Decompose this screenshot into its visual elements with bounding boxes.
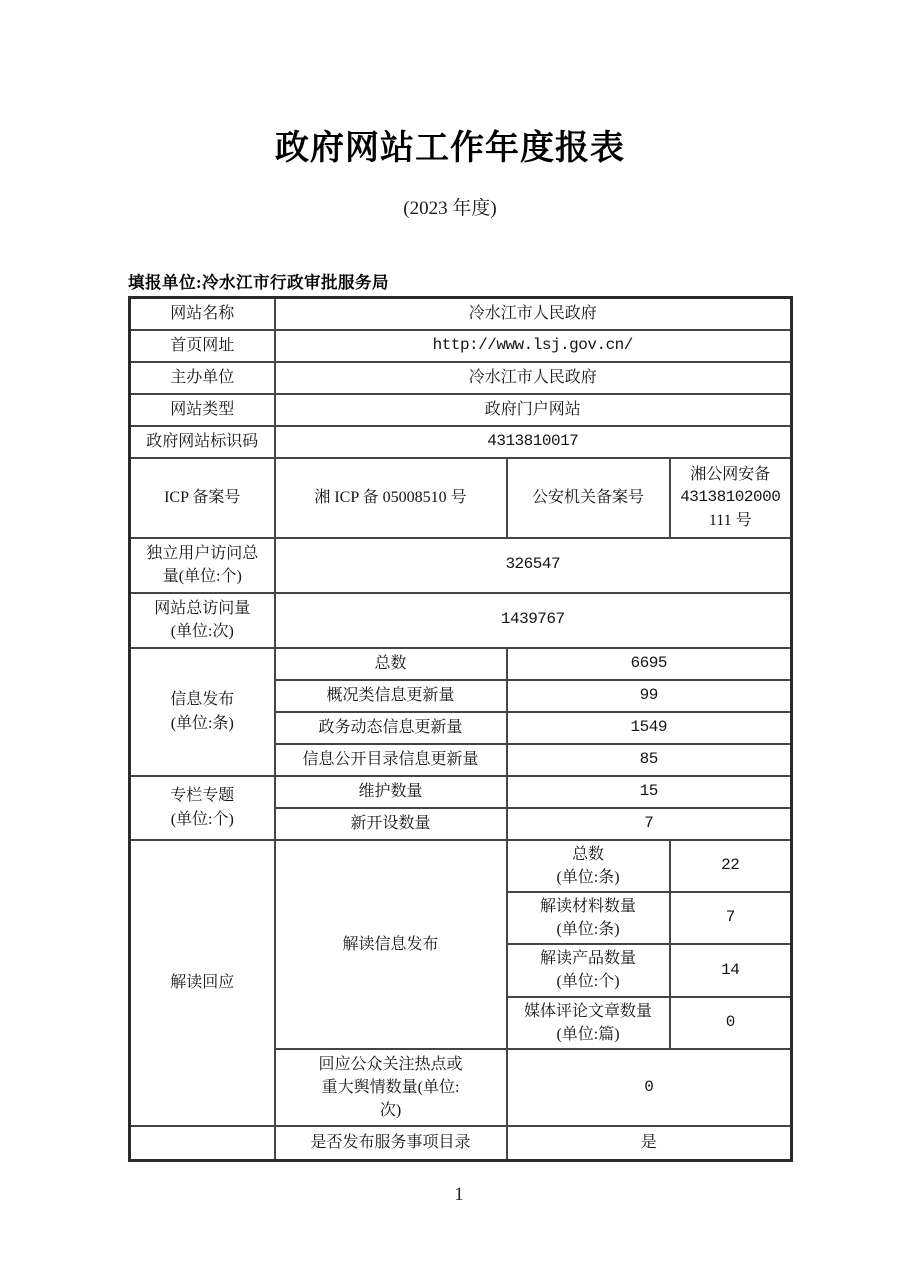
table-row [130, 840, 792, 892]
label-line: (单位:个) [170, 810, 234, 828]
label-line: 独立用户访问总 [146, 544, 259, 562]
site-type-value: 政府门户网站 [275, 394, 792, 426]
hotspot-response-value: 0 [507, 1049, 792, 1126]
label-line: 回应公众关注热点或 [318, 1055, 463, 1073]
interpret-material-value: 7 [670, 892, 792, 944]
label-line: 解读产品数量 [539, 950, 636, 968]
filing-unit-line: 填报单位:冷水江市行政审批服务局 [128, 273, 389, 292]
police-record-line: 111 号 [708, 512, 752, 530]
interpret-section-label: 解读回应 [130, 840, 275, 1127]
label-line: 总数 [571, 845, 604, 863]
table-row [130, 394, 792, 426]
service-catalog-label: 是否发布服务事项目录 [275, 1126, 507, 1160]
info-total-label: 总数 [275, 648, 507, 680]
label-line: (单位:次) [170, 623, 234, 640]
directory-update-value: 85 [507, 744, 792, 776]
organizer-label: 主办单位 [130, 362, 275, 394]
table-row [130, 776, 792, 808]
table-row [130, 298, 792, 330]
label-line: 重大舆情数量(单位: [321, 1078, 460, 1096]
table-row [130, 648, 792, 680]
gov-news-update-value: 1549 [507, 712, 792, 744]
overview-update-value: 99 [507, 680, 792, 712]
label-line: 量(单位:个) [162, 568, 242, 585]
site-name-value: 冷水江市人民政府 [275, 298, 792, 330]
homepage-url: http://www.lsj.gov.cn/ [275, 330, 792, 362]
media-comment-label [507, 997, 670, 1049]
total-visits-value: 1439767 [275, 593, 792, 648]
table-row [130, 362, 792, 394]
info-total-value: 6695 [507, 648, 792, 680]
hotspot-response-label [275, 1049, 507, 1126]
label-line: 网站总访问量 [154, 599, 251, 617]
table-row [130, 426, 792, 458]
police-record-line: 43138102000 [680, 487, 781, 506]
interpret-publish-label: 解读信息发布 [275, 840, 507, 1050]
annual-report-table [128, 296, 793, 1162]
page-title: 政府网站工作年度报表 [275, 129, 625, 167]
maintained-count-label: 维护数量 [275, 776, 507, 808]
interpret-product-value: 14 [670, 944, 792, 996]
unique-visitors-label [130, 538, 275, 593]
label-line: 信息发布 [170, 691, 235, 709]
special-columns-section-label [130, 776, 275, 840]
label-line: (单位:个) [556, 973, 620, 991]
gov-news-update-label: 政务动态信息更新量 [275, 712, 507, 744]
overview-update-label: 概况类信息更新量 [275, 680, 507, 712]
homepage-label: 首页网址 [130, 330, 275, 362]
label-line: 专栏专题 [170, 787, 235, 805]
label-line: (单位:条) [556, 868, 620, 886]
media-comment-value: 0 [670, 997, 792, 1049]
table-row [130, 330, 792, 362]
label-line: 次) [379, 1102, 402, 1120]
new-columns-label: 新开设数量 [275, 808, 507, 840]
site-code-value: 4313810017 [275, 426, 792, 458]
label-line: (单位:条) [170, 714, 234, 732]
table-row [130, 458, 792, 538]
interpret-product-label [507, 944, 670, 996]
page-subtitle: (2023 年度) [403, 198, 497, 219]
table-row [130, 538, 792, 593]
interpret-total-value: 22 [670, 840, 792, 892]
info-publish-section-label [130, 648, 275, 776]
organizer-value: 冷水江市人民政府 [275, 362, 792, 394]
police-record-number [670, 458, 792, 538]
label-line: 解读材料数量 [539, 897, 636, 915]
directory-update-label: 信息公开目录信息更新量 [275, 744, 507, 776]
label-line: 媒体评论文章数量 [523, 1002, 652, 1020]
icp-label: ICP 备案号 [130, 458, 275, 538]
maintained-count-value: 15 [507, 776, 792, 808]
table-row [130, 593, 792, 648]
label-line: (单位:篇) [556, 1025, 620, 1043]
site-code-label: 政府网站标识码 [130, 426, 275, 458]
interpret-total-label [507, 840, 670, 892]
site-name-label: 网站名称 [130, 298, 275, 330]
service-catalog-value: 是 [507, 1126, 792, 1160]
interpret-material-label [507, 892, 670, 944]
table-row [130, 1126, 792, 1160]
page-number: 1 [454, 1184, 464, 1205]
total-visits-label [130, 593, 275, 648]
police-record-label: 公安机关备案号 [507, 458, 670, 538]
label-line: (单位:条) [556, 921, 620, 939]
site-type-label: 网站类型 [130, 394, 275, 426]
unique-visitors-value: 326547 [275, 538, 792, 593]
empty-cell [130, 1126, 275, 1160]
police-record-line: 湘公网安备 [690, 465, 771, 483]
icp-number: 湘 ICP 备 05008510 号 [275, 458, 507, 538]
new-columns-value: 7 [507, 808, 792, 840]
